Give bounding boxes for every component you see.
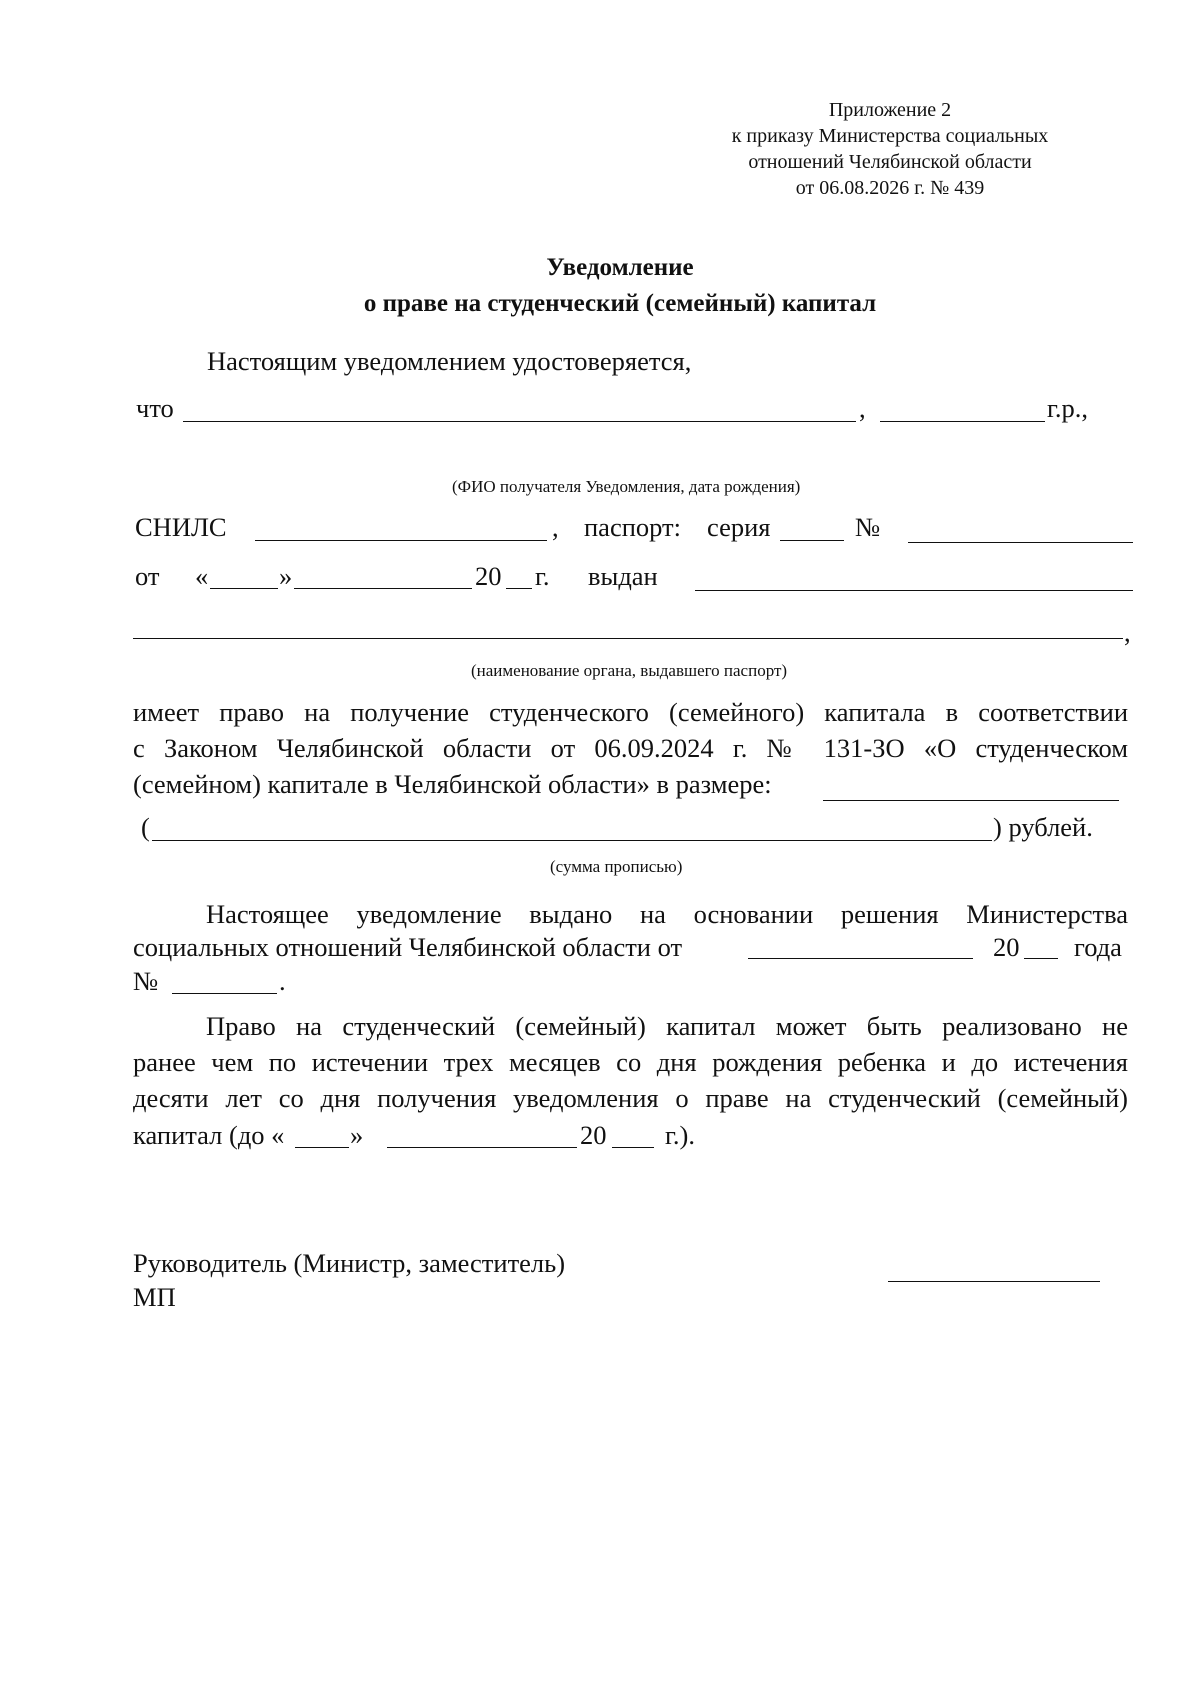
- issue-year-prefix: 20: [475, 561, 502, 591]
- snils-comma: ,: [552, 512, 559, 542]
- right-line-2: с Законом Челябинской области от 06.09.2024 г. № 131-ЗО «О студенческом: [133, 733, 1128, 763]
- intro-text: Настоящим уведомлением удостоверяется,: [207, 346, 692, 376]
- basis-end-dot: .: [279, 966, 286, 996]
- decision-date-field[interactable]: [748, 958, 973, 959]
- snils-label: СНИЛС: [135, 512, 227, 542]
- term-line-2: ранее чем по истечении трех месяцев со дня рождения ребенка и до истечения: [133, 1047, 1128, 1077]
- signature-field[interactable]: [888, 1281, 1100, 1282]
- amount-close: ) рублей.: [993, 812, 1093, 842]
- basis-line-1: Настоящее уведомление выдано на основании решения Министерства: [206, 899, 1128, 929]
- document-title: Уведомление: [546, 254, 694, 281]
- issue-year-field[interactable]: [506, 588, 532, 589]
- issued-label: выдан: [588, 561, 658, 591]
- document-subtitle: о праве на студенческий (семейный) капитал: [363, 290, 877, 317]
- birth-date-field[interactable]: [880, 421, 1045, 422]
- right-line-1: имеет право на получение студенческого (семейного) капитала в соответствии: [133, 697, 1128, 727]
- term-end: г.).: [665, 1120, 695, 1150]
- term-year-prefix: 20: [580, 1120, 607, 1150]
- term-line-4-start: капитал (до «: [133, 1120, 285, 1150]
- passport-number-label: №: [855, 512, 881, 542]
- that-label: что: [136, 393, 174, 423]
- amount-digits-field[interactable]: [823, 800, 1119, 801]
- issue-day-field[interactable]: [210, 588, 278, 589]
- term-year-field[interactable]: [612, 1147, 654, 1148]
- recipient-name-field[interactable]: [183, 421, 856, 422]
- issuer-field-start[interactable]: [695, 590, 1133, 591]
- issue-year-suffix: г.: [535, 561, 550, 591]
- issuer-caption: (наименование органа, выдавшего паспорт): [471, 661, 788, 680]
- term-line-3: десяти лет со дня получения уведомления о праве на студенческий (семейный): [133, 1083, 1128, 1113]
- issuer-field[interactable]: [133, 638, 1123, 639]
- basis-year-prefix: 20: [993, 932, 1020, 962]
- recipient-comma: ,: [859, 393, 866, 423]
- right-line-3-text: (семейном) капитале в Челябинской области» в размере:: [133, 769, 772, 799]
- issue-open-quote: «: [195, 561, 209, 591]
- term-day-field[interactable]: [295, 1147, 349, 1148]
- passport-series-field[interactable]: [780, 540, 844, 541]
- term-month-field[interactable]: [387, 1147, 577, 1148]
- issue-month-field[interactable]: [294, 588, 472, 589]
- recipient-caption: (ФИО получателя Уведомления, дата рождения): [452, 477, 801, 496]
- decision-year-field[interactable]: [1024, 958, 1058, 959]
- appendix-ministry: отношений Челябинской области: [748, 151, 1032, 173]
- right-paragraph: [133, 694, 1128, 802]
- decision-number-field[interactable]: [172, 993, 277, 994]
- basis-line-2-start: социальных отношений Челябинской области от: [133, 932, 683, 962]
- basis-number-label: №: [133, 966, 159, 996]
- appendix-order-ref: к приказу Министерства социальных: [731, 125, 1049, 147]
- snils-field[interactable]: [255, 540, 547, 541]
- series-label: серия: [707, 512, 771, 542]
- issue-from-label: от: [135, 561, 160, 591]
- appendix-order-date: от 06.08.2026 г. № 439: [795, 177, 985, 199]
- signatory-position: Руководитель (Министр, заместитель): [133, 1248, 566, 1278]
- right-line-3: [133, 766, 1128, 802]
- issuer-trailing-comma: ,: [1124, 617, 1131, 647]
- appendix-header: [690, 97, 1090, 201]
- basis-year-word: года: [1074, 932, 1122, 962]
- term-paragraph: [133, 1008, 1128, 1116]
- amount-words-field[interactable]: [152, 840, 992, 841]
- appendix-number: Приложение 2: [828, 99, 952, 121]
- amount-open-paren: (: [141, 812, 150, 842]
- amount-caption: (сумма прописью): [550, 857, 683, 876]
- issue-close-quote: »: [279, 561, 293, 591]
- basis-paragraph: [133, 896, 1128, 932]
- term-line-1: Право на студенческий (семейный) капитал может быть реализовано не: [206, 1011, 1128, 1041]
- passport-number-field[interactable]: [908, 542, 1133, 543]
- passport-label: паспорт:: [584, 512, 681, 542]
- seal-label: МП: [133, 1282, 176, 1312]
- birth-suffix: г.р.,: [1047, 393, 1089, 423]
- term-close-quote: »: [350, 1120, 364, 1150]
